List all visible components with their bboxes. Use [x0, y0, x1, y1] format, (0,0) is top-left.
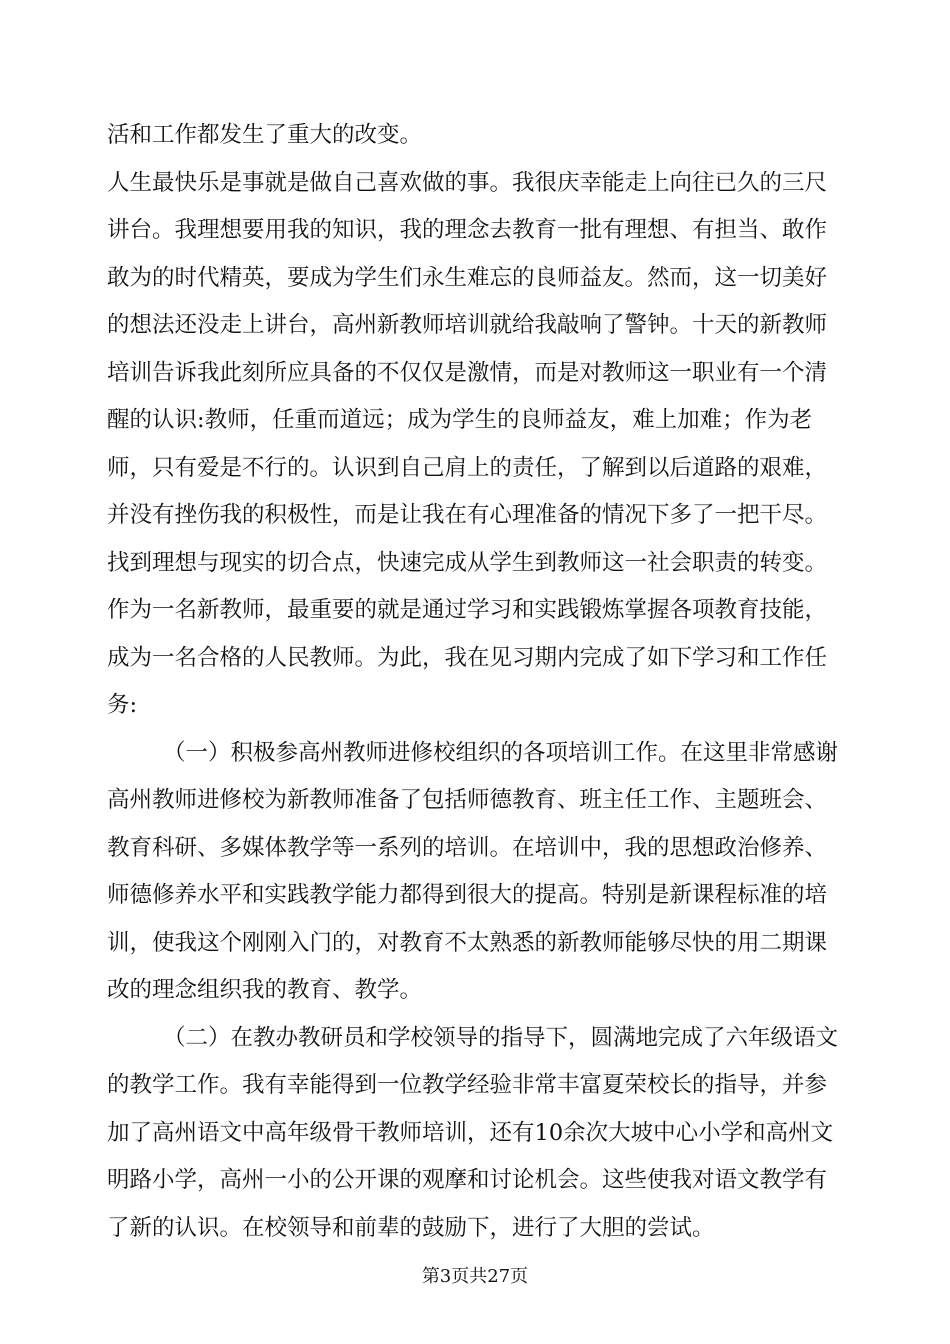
text-line: 训，使我这个刚刚入门的，对教育不太熟悉的新教师能够尽快的用二期课 [107, 929, 828, 956]
text-line: 了新的认识。在校领导和前辈的鼓励下，进行了大胆的尝试。 [107, 1214, 715, 1241]
paragraph-heading-2: （二）在教办教研员和学校领导的指导下，圆满地完成了六年级语文 [163, 1024, 839, 1051]
text-line: 加了高州语文中高年级骨干教师培训，还有10余次大坡中心小学和高州文 [107, 1119, 834, 1146]
text-line: 培训告诉我此刻所应具备的不仅仅是激情，而是对教师这一职业有一个清 [107, 359, 828, 386]
text-line: 的想法还没走上讲台，高州新教师培训就给我敲响了警钟。十天的新教师 [107, 312, 828, 338]
text-line: 讲台。我理想要用我的知识，我的理念去教育一批有理想、有担当、敢作 [107, 217, 828, 243]
text-line: 成为一名合格的人民教师。为此，我在见习期内完成了如下学习和工作任 [107, 644, 828, 671]
text-line: 师德修养水平和实践教学能力都得到很大的提高。特别是新课程标准的培 [107, 882, 828, 908]
text-line: 活和工作都发生了重大的改变。 [107, 122, 423, 148]
text-line: 敢为的时代精英，要成为学生们永生难忘的良师益友。然而，这一切美好 [107, 264, 828, 291]
text-line: 明路小学，高州一小的公开课的观摩和讨论机会。这些使我对语文教学有 [107, 1167, 828, 1193]
paragraph-heading-1: （一）积极参高州教师进修校组织的各项培训工作。在这里非常感谢 [163, 739, 839, 766]
text-line: 人生最快乐是事就是做自己喜欢做的事。我很庆幸能走上向往已久的三尺 [107, 169, 828, 196]
text-line: 师，只有爱是不行的。认识到自己肩上的责任，了解到以后道路的艰难， [107, 454, 828, 481]
text-line: 作为一名新教师，最重要的就是通过学习和实践锻炼掌握各项教育技能， [107, 597, 828, 623]
text-line: 并没有挫伤我的积极性，而是让我在有心理准备的情况下多了一把干尽。 [107, 502, 828, 528]
text-line: 的教学工作。我有幸能得到一位教学经验非常丰富夏荣校长的指导，并参 [107, 1072, 828, 1098]
body-text [107, 112, 837, 1252]
text-line: 找到理想与现实的切合点，快速完成从学生到教师这一社会职责的转变。 [107, 549, 828, 576]
page-number-footer: 第3页共27页 [421, 1266, 529, 1287]
text-line: 改的理念组织我的教育、教学。 [107, 977, 423, 1003]
text-line: 务: [107, 692, 138, 718]
text-line: 高州教师进修校为新教师准备了包括师德教育、班主任工作、主题班会、 [107, 787, 828, 813]
text-line: 教育科研、多媒体教学等一系列的培训。在培训中，我的思想政治修养、 [107, 834, 828, 861]
text-line: 醒的认识:教师，任重而道远；成为学生的良师益友，难上加难；作为老 [107, 407, 813, 433]
